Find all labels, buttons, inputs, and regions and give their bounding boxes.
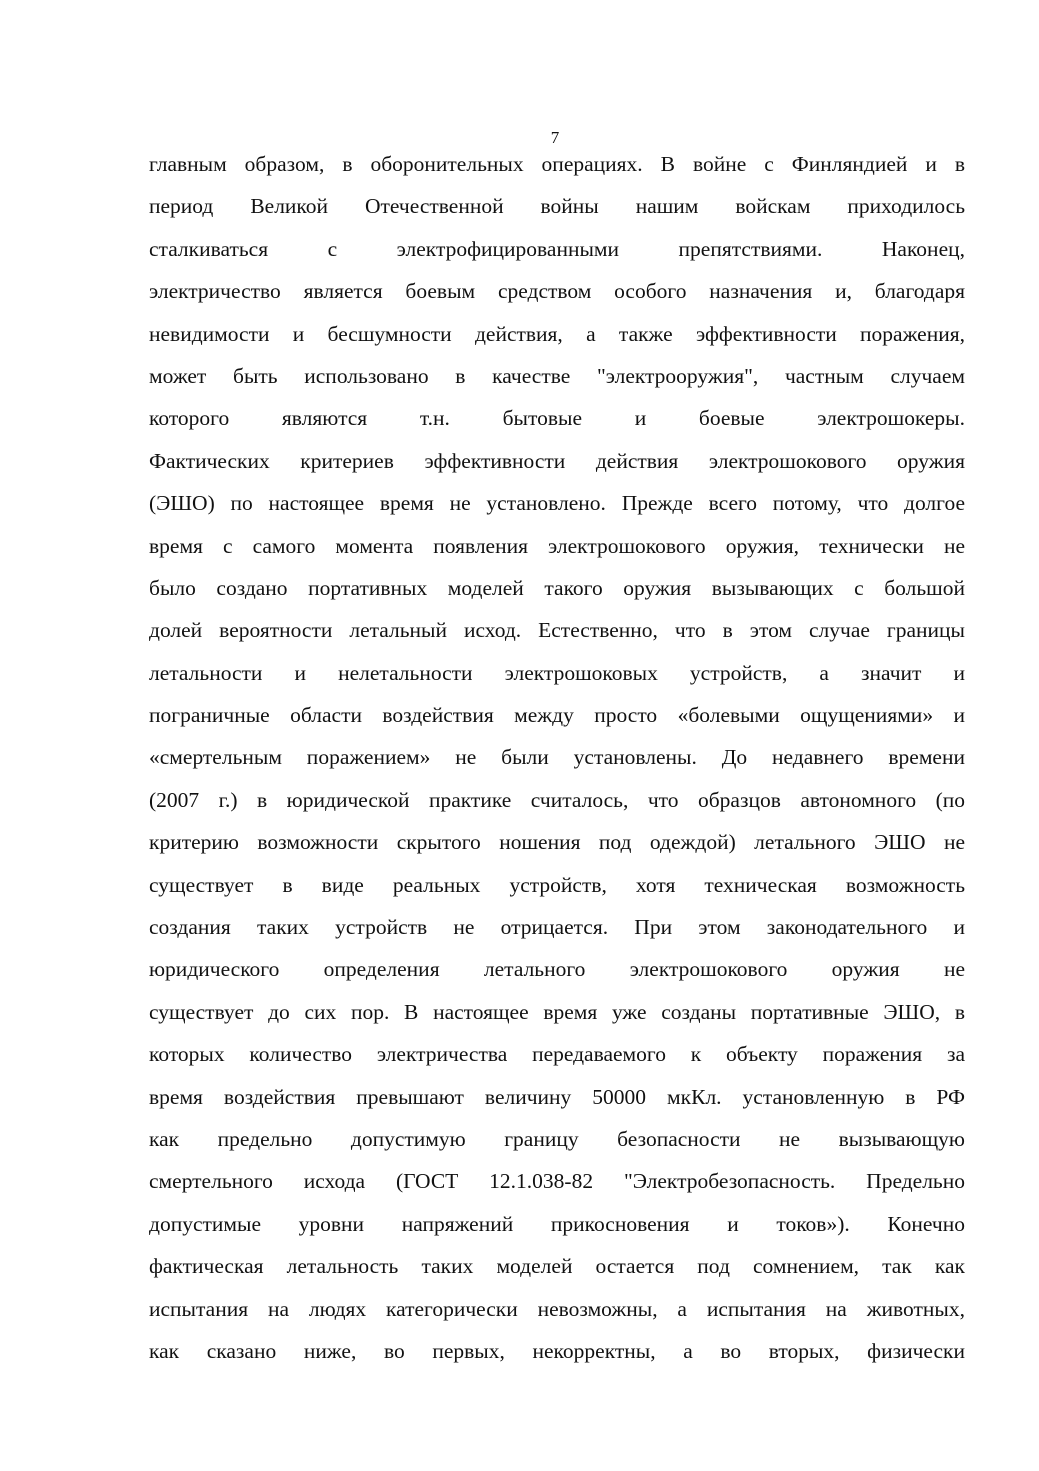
text-line: Фактических критериев эффективности действия электрошокового оружия <box>149 448 965 473</box>
text-line: смертельного исхода (ГОСТ 12.1.038-82 "Электробезопасность. Предельно <box>149 1169 965 1194</box>
text-line: было создано портативных моделей такого оружия вызывающих с большой <box>149 575 965 600</box>
text-line: долей вероятности летальный исход. Естественно, что в этом случае границы <box>149 618 965 643</box>
body-paragraph <box>149 143 965 1372</box>
text-line: «смертельным поражением» не были установлены. До недавнего времени <box>149 745 965 770</box>
text-line: испытания на людях категорически невозможны, а испытания на животных, <box>149 1296 965 1321</box>
text-line: критерию возможности скрытого ношения под одеждой) летального ЭШО не <box>149 830 965 855</box>
text-line: может быть использовано в качестве "электрооружия", частным случаем <box>149 363 965 388</box>
text-line: летальности и нелетальности электрошоковых устройств, а значит и <box>149 660 965 685</box>
text-line: юридического определения летального электрошокового оружия не <box>149 957 965 982</box>
text-line: существует в виде реальных устройств, хотя техническая возможность <box>149 872 965 897</box>
text-line: (2007 г.) в юридической практике считалось, что образцов автономного (по <box>149 787 965 812</box>
text-line: создания таких устройств не отрицается. При этом законодательного и <box>149 915 965 940</box>
text-line: время воздействия превышают величину 50000 мкКл. установленную в РФ <box>149 1084 965 1109</box>
text-line: главным образом, в оборонительных операциях. В войне с Финляндией и в <box>149 152 965 176</box>
text-line: период Великой Отечественной войны нашим войскам приходилось <box>149 194 965 219</box>
text-line: как сказано ниже, во первых, некорректны, а во вторых, физически <box>149 1338 965 1363</box>
text-line: невидимости и бесшумности действия, а также эффективности поражения, <box>149 321 965 346</box>
page-number: 7 <box>550 128 560 147</box>
text-line: как предельно допустимую границу безопасности не вызывающую <box>149 1126 965 1151</box>
text-line: фактическая летальность таких моделей остается под сомнением, так как <box>149 1254 965 1279</box>
text-line: существует до сих пор. В настоящее время уже созданы портативные ЭШО, в <box>149 999 965 1024</box>
text-line: сталкиваться с электрофицированными препятствиями. Наконец, <box>149 236 965 261</box>
text-line: которого являются т.н. бытовые и боевые электрошокеры. <box>149 406 965 431</box>
text-line: (ЭШО) по настоящее время не установлено. Прежде всего потому, что долгое <box>149 491 965 516</box>
text-line: которых количество электричества передаваемого к объекту поражения за <box>149 1042 965 1067</box>
text-line: допустимые уровни напряжений прикосновения и токов»). Конечно <box>149 1211 965 1236</box>
text-line: электричество является боевым средством особого назначения и, благодаря <box>149 279 965 304</box>
text-line: пограничные области воздействия между просто «болевыми ощущениями» и <box>149 703 965 728</box>
text-line: время с самого момента появления электрошокового оружия, технически не <box>149 533 965 558</box>
